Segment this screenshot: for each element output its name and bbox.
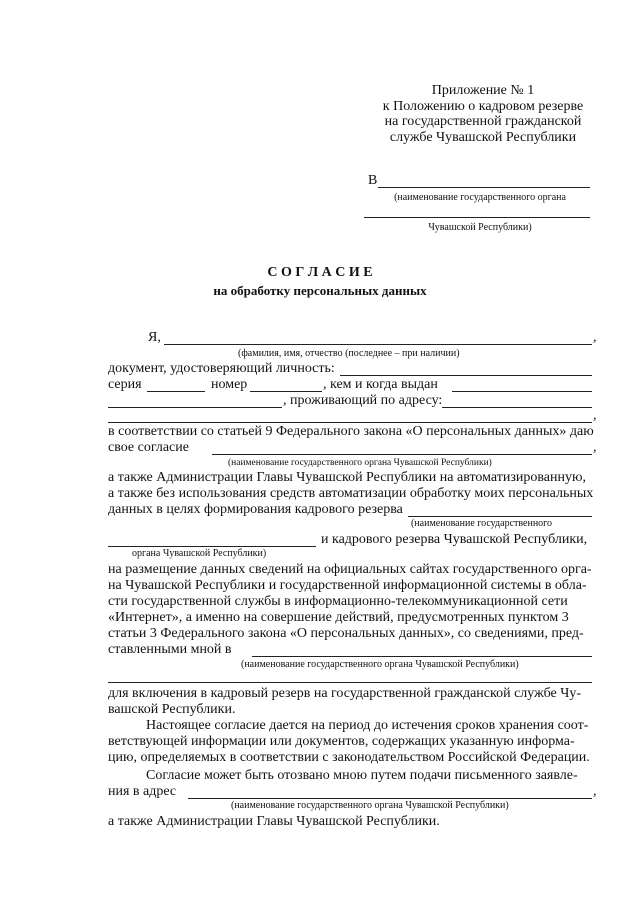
appendix-line-3: на государственной гражданской: [384, 114, 582, 129]
body-line-14: сти государственной службы в информационно-телекоммуникационной сети: [108, 594, 568, 609]
appendix-line-2: к Положению о кадровом резерве: [382, 99, 584, 114]
state-body-blank-3[interactable]: [108, 546, 316, 547]
document-blank[interactable]: [340, 375, 592, 376]
state-body-blank-6[interactable]: [188, 798, 592, 799]
hint-state-body-1: (наименование государственного органа Чувашской Республики): [228, 458, 492, 468]
comma-4: ,: [593, 784, 597, 799]
comma-3: ,: [593, 440, 597, 455]
body-line-22: цию, определяемых в соответствии с законодательством Российской Федерации.: [108, 750, 590, 765]
hint-fio: (фамилия, имя, отчество (последнее – при наличии): [238, 348, 460, 359]
text-to-address: ния в адрес: [108, 784, 177, 799]
address-blank-2[interactable]: [108, 422, 592, 423]
text-number: номер: [211, 377, 248, 392]
body-line-23: Согласие может быть отозвано мною путем подачи письменного заявле-: [146, 768, 578, 783]
body-line-11: и кадрового резерва Чувашской Республики,: [321, 532, 588, 547]
hint-state-body-5: (наименование государственного органа Чувашской Республики): [231, 800, 509, 811]
comma-2: ,: [593, 408, 597, 423]
addressee-blank-2[interactable]: [364, 217, 590, 218]
issued-by-blank[interactable]: [452, 391, 592, 392]
addressee-hint-2: Чувашской Республики): [428, 222, 532, 233]
addressee-blank-1[interactable]: [378, 187, 590, 188]
body-line-6: в соответствии со статьей 9 Федерального закона «О персональных данных» даю: [108, 424, 594, 439]
addressee-hint-1: (наименование государственного органа: [394, 192, 566, 203]
hint-state-body-4: (наименование государственного органа Чувашской Республики): [241, 659, 519, 670]
address-blank[interactable]: [442, 407, 592, 408]
hint-state-body-3: органа Чувашской Республики): [132, 548, 267, 559]
fio-blank[interactable]: [164, 344, 592, 345]
state-body-blank-1[interactable]: [212, 454, 592, 455]
body-line-21: ветствующей информации или документов, содержащих указанную информа-: [108, 734, 575, 749]
body-line-10: данных в целях формирования кадрового резерва: [108, 502, 403, 517]
state-body-blank-2[interactable]: [408, 516, 592, 517]
text-series: серия: [108, 377, 142, 392]
text-document: документ, удостоверяющий личность:: [108, 361, 335, 376]
body-line-19: вашской Республики.: [108, 702, 236, 717]
body-line-18: для включения в кадровый резерв на государственной гражданской службе Чу-: [108, 686, 581, 701]
addressee-prefix: В: [368, 173, 378, 188]
body-line-13: на Чувашской Республики и государственной информационной системы в обла-: [108, 578, 587, 593]
comma-1: ,: [593, 330, 597, 345]
title-main: С О Г Л А С И Е: [267, 265, 373, 280]
text-consent: свое согласие: [108, 440, 189, 455]
appendix-line-4: службе Чувашской Республики: [389, 130, 577, 145]
title-sub: на обработку персональных данных: [213, 283, 427, 298]
body-line-15: «Интернет», а именно на совершение действий, предусмотренных пунктом 3: [108, 610, 569, 625]
state-body-blank-5[interactable]: [108, 682, 592, 683]
state-body-blank-4[interactable]: [252, 656, 592, 657]
body-line-17: ставленными мной в: [108, 642, 232, 657]
body-line-12: на размещение данных сведений на официальных сайтах государственного орга-: [108, 562, 592, 577]
body-line-25: а также Администрации Главы Чувашской Республики.: [108, 814, 440, 829]
hint-state-body-2: (наименование государственного: [411, 518, 553, 529]
series-blank[interactable]: [147, 391, 205, 392]
number-blank[interactable]: [250, 391, 322, 392]
body-line-16: статьи 3 Федерального закона «О персональных данных», со сведениями, пред-: [108, 626, 584, 641]
body-line-20: Настоящее согласие дается на период до истечения сроков хранения соот-: [146, 718, 589, 733]
body-line-8: а также Администрации Главы Чувашской Республики на автоматизированную,: [108, 470, 586, 485]
text-living-address: , проживающий по адресу:: [283, 393, 443, 408]
appendix-line-1: Приложение № 1: [431, 83, 535, 98]
issued-by-blank-2[interactable]: [108, 407, 282, 408]
text-issued-by: , кем и когда выдан: [323, 377, 438, 392]
body-line-9: а также без использования средств автоматизации обработку моих персональных: [108, 486, 594, 501]
text-ya: Я,: [148, 330, 161, 345]
